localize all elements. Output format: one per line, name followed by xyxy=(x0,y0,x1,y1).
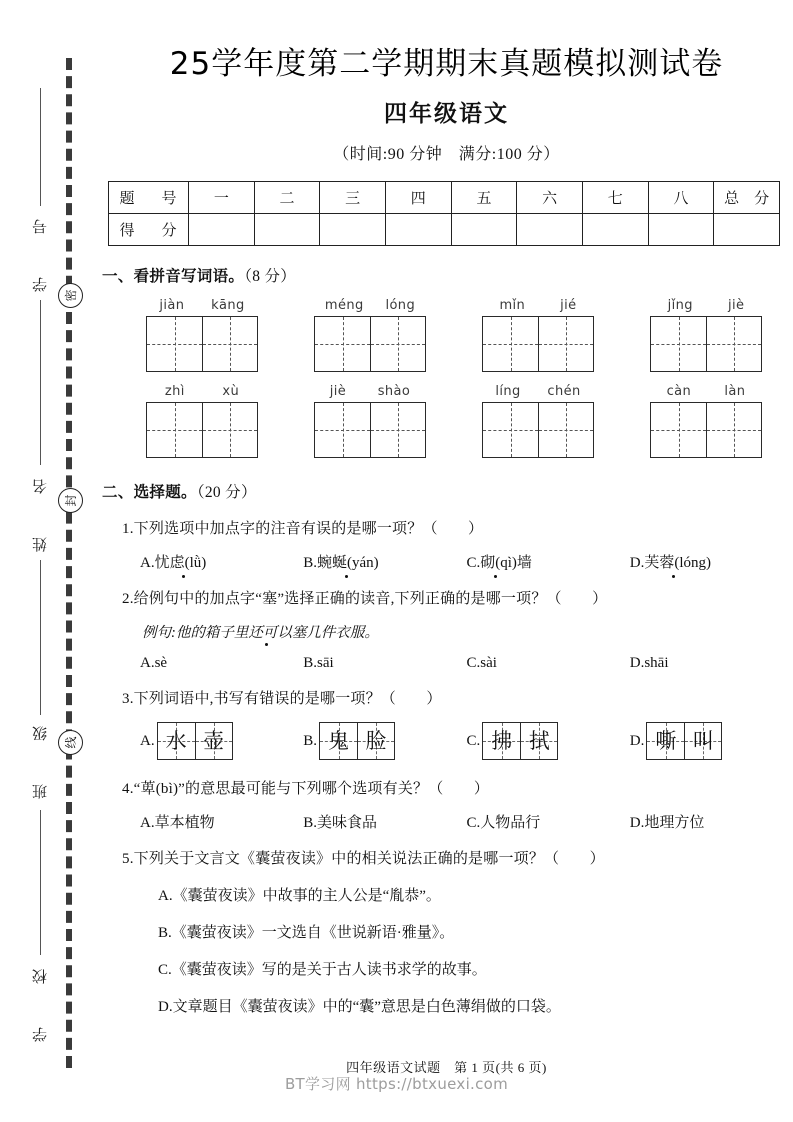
tianzige-cell[interactable] xyxy=(538,403,593,457)
pinyin-item-1 xyxy=(118,298,286,372)
tianzige-box[interactable] xyxy=(314,316,426,372)
question-1-option-d[interactable] xyxy=(630,551,793,572)
pinyin-text-5 xyxy=(146,384,258,399)
option-text: 芙蓉(lóng) xyxy=(644,555,712,571)
pinyin-syllable: jiè xyxy=(329,384,347,399)
page-title: 25学年度第二学期期末真题模拟测试卷 xyxy=(169,46,724,82)
seal-rule-4 xyxy=(40,810,41,955)
question-1-number: 1. xyxy=(122,521,134,537)
option-label: B. xyxy=(303,655,318,671)
question-2-stem xyxy=(122,587,793,608)
emphasis-dot-icon xyxy=(494,575,497,578)
question-4-option-b[interactable] xyxy=(303,811,466,832)
tianzige-cell xyxy=(158,723,195,759)
option-text: 人物品行 xyxy=(480,815,541,831)
tianzige-box xyxy=(646,722,722,760)
question-3-stem xyxy=(122,687,793,708)
seal-circle-xian: 线 xyxy=(58,730,83,755)
score-cell-5[interactable] xyxy=(451,214,517,246)
section-1-heading xyxy=(102,264,793,286)
option-label: A. xyxy=(158,888,173,904)
pinyin-text-3 xyxy=(482,298,594,313)
question-2-option-a[interactable] xyxy=(140,655,303,672)
option-text: 《囊萤夜读》一文选自《世说新语·雅量》。 xyxy=(171,925,455,941)
tianzige-cell[interactable] xyxy=(147,317,202,371)
question-2-option-d[interactable] xyxy=(630,655,793,672)
pinyin-item-2 xyxy=(286,298,454,372)
hanzi-char: 水 xyxy=(165,728,187,753)
seal-label-school: 学 校 xyxy=(33,955,49,1042)
option-label: C. xyxy=(466,815,481,831)
option-label: D. xyxy=(629,732,645,749)
option-label: D. xyxy=(158,999,173,1015)
score-cell-1[interactable] xyxy=(189,214,255,246)
question-5-option-a[interactable] xyxy=(158,884,793,905)
option-text: 蜿蜒(yán) xyxy=(317,555,379,571)
hanzi-char: 嘶 xyxy=(655,728,677,753)
hanzi-char: 叫 xyxy=(692,728,714,753)
question-1-stem xyxy=(122,517,793,538)
table-row-scores xyxy=(109,214,780,246)
score-col-7: 七 xyxy=(582,182,648,214)
question-2-number: 2. xyxy=(122,591,134,607)
tianzige-box[interactable] xyxy=(146,402,258,458)
option-text: sè xyxy=(154,655,168,671)
pinyin-syllable: mǐn xyxy=(499,298,526,313)
tianzige-box[interactable] xyxy=(650,316,762,372)
section-2-title: 二、选择题。 xyxy=(102,484,197,501)
pinyin-item-4 xyxy=(622,298,790,372)
option-label: B. xyxy=(303,815,318,831)
exam-info: （时间:90 分钟 满分:100 分） xyxy=(333,146,560,163)
tianzige-cell[interactable] xyxy=(483,317,538,371)
score-cell-8[interactable] xyxy=(648,214,714,246)
subject-title: 四年级语文 xyxy=(384,101,509,126)
option-label: B. xyxy=(158,925,172,941)
pinyin-syllable: shào xyxy=(377,384,411,399)
option-label: D. xyxy=(629,655,645,671)
score-cell-6[interactable] xyxy=(517,214,583,246)
pinyin-text-1 xyxy=(146,298,258,313)
score-cell-7[interactable] xyxy=(582,214,648,246)
section-1-title: 一、看拼音写词语。 xyxy=(102,268,245,285)
emphasis-dot-icon xyxy=(265,643,268,646)
option-label: C. xyxy=(466,732,481,749)
tianzige-cell[interactable] xyxy=(202,403,257,457)
tianzige-box[interactable] xyxy=(650,402,762,458)
question-2-example-text: 例句:他的箱子里还可以塞几件衣服。 xyxy=(142,625,379,641)
question-4-option-a[interactable] xyxy=(140,811,303,832)
seal-label-student-id: 学 号 xyxy=(33,205,49,292)
pinyin-syllable: líng xyxy=(495,384,521,399)
question-3-options xyxy=(140,722,793,760)
score-col-1: 一 xyxy=(189,182,255,214)
pinyin-syllable: jǐng xyxy=(667,298,693,313)
seal-circle-mi: 密 xyxy=(58,283,83,308)
tianzige-cell[interactable] xyxy=(315,317,370,371)
seal-rule-3 xyxy=(40,560,41,715)
pinyin-item-6 xyxy=(286,384,454,458)
tianzige-cell[interactable] xyxy=(202,317,257,371)
tianzige-cell[interactable] xyxy=(147,403,202,457)
question-2-option-c[interactable] xyxy=(467,655,630,672)
hanzi-char: 拭 xyxy=(528,728,550,753)
pinyin-text-6 xyxy=(314,384,426,399)
pinyin-item-8 xyxy=(622,384,790,458)
pinyin-text-4 xyxy=(650,298,762,313)
question-2-example xyxy=(142,621,793,642)
option-label: D. xyxy=(629,815,645,831)
pinyin-text-8 xyxy=(650,384,762,399)
emphasis-dot-icon xyxy=(345,575,348,578)
tianzige-cell xyxy=(320,723,357,759)
option-label: A. xyxy=(140,555,155,571)
pinyin-row-2 xyxy=(100,384,793,458)
tianzige-cell[interactable] xyxy=(315,403,370,457)
tianzige-box xyxy=(482,722,558,760)
question-4-text: “萆(bì)”的意思最可能与下列哪个选项有关？（ ） xyxy=(133,781,490,797)
pinyin-syllable: jiàn xyxy=(159,298,185,313)
section-2-points: （20 分） xyxy=(196,484,257,501)
option-text: 地理方位 xyxy=(644,815,705,831)
option-text: shāi xyxy=(644,655,669,671)
score-table-row-label-1: 题 号 xyxy=(109,182,189,214)
tianzige-cell[interactable] xyxy=(483,403,538,457)
question-5-stem xyxy=(122,847,793,868)
pinyin-syllable: càn xyxy=(666,384,692,399)
question-1-option-b[interactable] xyxy=(303,551,466,572)
pinyin-syllable: zhì xyxy=(164,384,185,399)
option-text: 美味食品 xyxy=(317,815,378,831)
option-label: C. xyxy=(466,555,481,571)
option-label: D. xyxy=(629,555,645,571)
seal-dashed-line xyxy=(66,58,72,1068)
hanzi-char: 拂 xyxy=(491,728,513,753)
pinyin-syllable: méng xyxy=(324,298,364,313)
score-cell-3[interactable] xyxy=(320,214,386,246)
exam-page xyxy=(100,0,793,1122)
question-2-text: 给例句中的加点字“塞”选择正确的读音,下列正确的是哪一项？（ ） xyxy=(133,591,608,607)
question-1-options xyxy=(140,551,793,572)
question-5-options xyxy=(158,884,793,1016)
score-col-4: 四 xyxy=(385,182,451,214)
tianzige-cell[interactable] xyxy=(706,403,761,457)
pinyin-syllable: xù xyxy=(222,384,240,399)
question-4-option-d[interactable] xyxy=(630,811,793,832)
tianzige-cell xyxy=(357,723,394,759)
question-5-option-d[interactable] xyxy=(158,995,793,1016)
score-cell-2[interactable] xyxy=(254,214,320,246)
tianzige-cell[interactable] xyxy=(706,317,761,371)
seal-rule-1 xyxy=(40,88,41,206)
question-3-number: 3. xyxy=(122,691,134,707)
score-table-row-label-2: 得 分 xyxy=(109,214,189,246)
seal-circle-feng: 封 xyxy=(58,488,83,513)
emphasis-dot-icon xyxy=(672,575,675,578)
tianzige-box[interactable] xyxy=(482,402,594,458)
tianzige-box xyxy=(319,722,395,760)
pinyin-syllable: kāng xyxy=(211,298,245,313)
option-text: 忧虑(lǜ) xyxy=(154,555,207,571)
table-row-question-numbers xyxy=(109,182,780,214)
question-1-option-c[interactable] xyxy=(467,551,630,572)
tianzige-cell[interactable] xyxy=(651,317,706,371)
pinyin-syllable: jiè xyxy=(728,298,745,313)
question-2-options xyxy=(140,655,793,672)
pinyin-syllable: lóng xyxy=(385,298,416,313)
pinyin-text-7 xyxy=(482,384,594,399)
pinyin-text-2 xyxy=(314,298,426,313)
tianzige-cell xyxy=(684,723,721,759)
tianzige-box[interactable] xyxy=(314,402,426,458)
option-label: C. xyxy=(158,962,172,978)
pinyin-syllable: chén xyxy=(547,384,581,399)
option-text: 文章题目《囊萤夜读》中的“囊”意思是白色薄绢做的口袋。 xyxy=(172,999,561,1015)
tianzige-cell[interactable] xyxy=(370,403,425,457)
pinyin-row-1 xyxy=(100,298,793,372)
pinyin-syllable: jié xyxy=(560,298,577,313)
question-5-text: 下列关于文言文《囊萤夜读》中的相关说法正确的是哪一项？（ ） xyxy=(133,851,605,867)
option-text: sài xyxy=(480,655,497,671)
tianzige-cell xyxy=(647,723,684,759)
pinyin-item-7 xyxy=(454,384,622,458)
section-2-heading xyxy=(102,480,793,502)
score-col-3: 三 xyxy=(320,182,386,214)
option-label: A. xyxy=(140,732,155,749)
tianzige-cell[interactable] xyxy=(651,403,706,457)
watermark: BT学习网 https://btxuexi.com xyxy=(284,1075,509,1093)
option-label: A. xyxy=(140,815,155,831)
question-3-option-b[interactable] xyxy=(303,722,466,760)
option-text: 草本植物 xyxy=(154,815,215,831)
pinyin-syllable: làn xyxy=(724,384,746,399)
tianzige-cell[interactable] xyxy=(538,317,593,371)
option-label: A. xyxy=(140,655,155,671)
seal-rule-2 xyxy=(40,300,41,465)
question-5-option-c[interactable] xyxy=(158,958,793,979)
tianzige-box[interactable] xyxy=(482,316,594,372)
tianzige-box[interactable] xyxy=(146,316,258,372)
emphasis-dot-icon xyxy=(182,575,185,578)
score-col-total: 总 分 xyxy=(714,182,780,214)
question-4-stem xyxy=(122,777,793,798)
seal-strip xyxy=(0,0,100,1122)
score-col-8: 八 xyxy=(648,182,714,214)
question-1-option-a[interactable] xyxy=(140,551,303,572)
score-col-6: 六 xyxy=(517,182,583,214)
score-col-5: 五 xyxy=(451,182,517,214)
hanzi-char: 脸 xyxy=(365,728,387,753)
hanzi-char: 壶 xyxy=(203,728,225,753)
question-3-option-d[interactable] xyxy=(630,722,793,760)
question-3-option-a[interactable] xyxy=(140,722,303,760)
question-3-text: 下列词语中,书写有错误的是哪一项？（ ） xyxy=(133,691,442,707)
page-footer: 四年级语文试题 第 1 页(共 6 页) xyxy=(346,1060,547,1075)
question-2-option-b[interactable] xyxy=(303,655,466,672)
option-text: sāi xyxy=(317,655,334,671)
seal-label-class: 班 级 xyxy=(33,712,49,799)
tianzige-cell xyxy=(195,723,232,759)
question-5-number: 5. xyxy=(122,851,134,867)
seal-label-name: 姓 名 xyxy=(33,465,49,552)
question-4-option-c[interactable] xyxy=(467,811,630,832)
tianzige-cell[interactable] xyxy=(370,317,425,371)
option-label: C. xyxy=(466,655,481,671)
section-1-points: （8 分） xyxy=(244,268,297,285)
score-cell-4[interactable] xyxy=(385,214,451,246)
question-4-options xyxy=(140,811,793,832)
option-text: 《囊萤夜读》中故事的主人公是“胤恭”。 xyxy=(172,888,441,904)
option-text: 砌(qì)墙 xyxy=(480,555,532,571)
tianzige-cell xyxy=(520,723,557,759)
tianzige-cell xyxy=(483,723,520,759)
pinyin-item-5 xyxy=(118,384,286,458)
option-label: B. xyxy=(303,732,318,749)
pinyin-item-3 xyxy=(454,298,622,372)
option-text: 《囊萤夜读》写的是关于古人读书求学的故事。 xyxy=(171,962,487,978)
question-3-option-c[interactable] xyxy=(467,722,630,760)
tianzige-box xyxy=(157,722,233,760)
question-4-number: 4. xyxy=(122,781,134,797)
question-1-text: 下列选项中加点字的注音有误的是哪一项？（ ） xyxy=(133,521,484,537)
score-col-2: 二 xyxy=(254,182,320,214)
score-table xyxy=(108,181,780,246)
score-cell-total[interactable] xyxy=(714,214,780,246)
hanzi-char: 鬼 xyxy=(328,728,350,753)
option-label: B. xyxy=(303,555,318,571)
question-5-option-b[interactable] xyxy=(158,921,793,942)
